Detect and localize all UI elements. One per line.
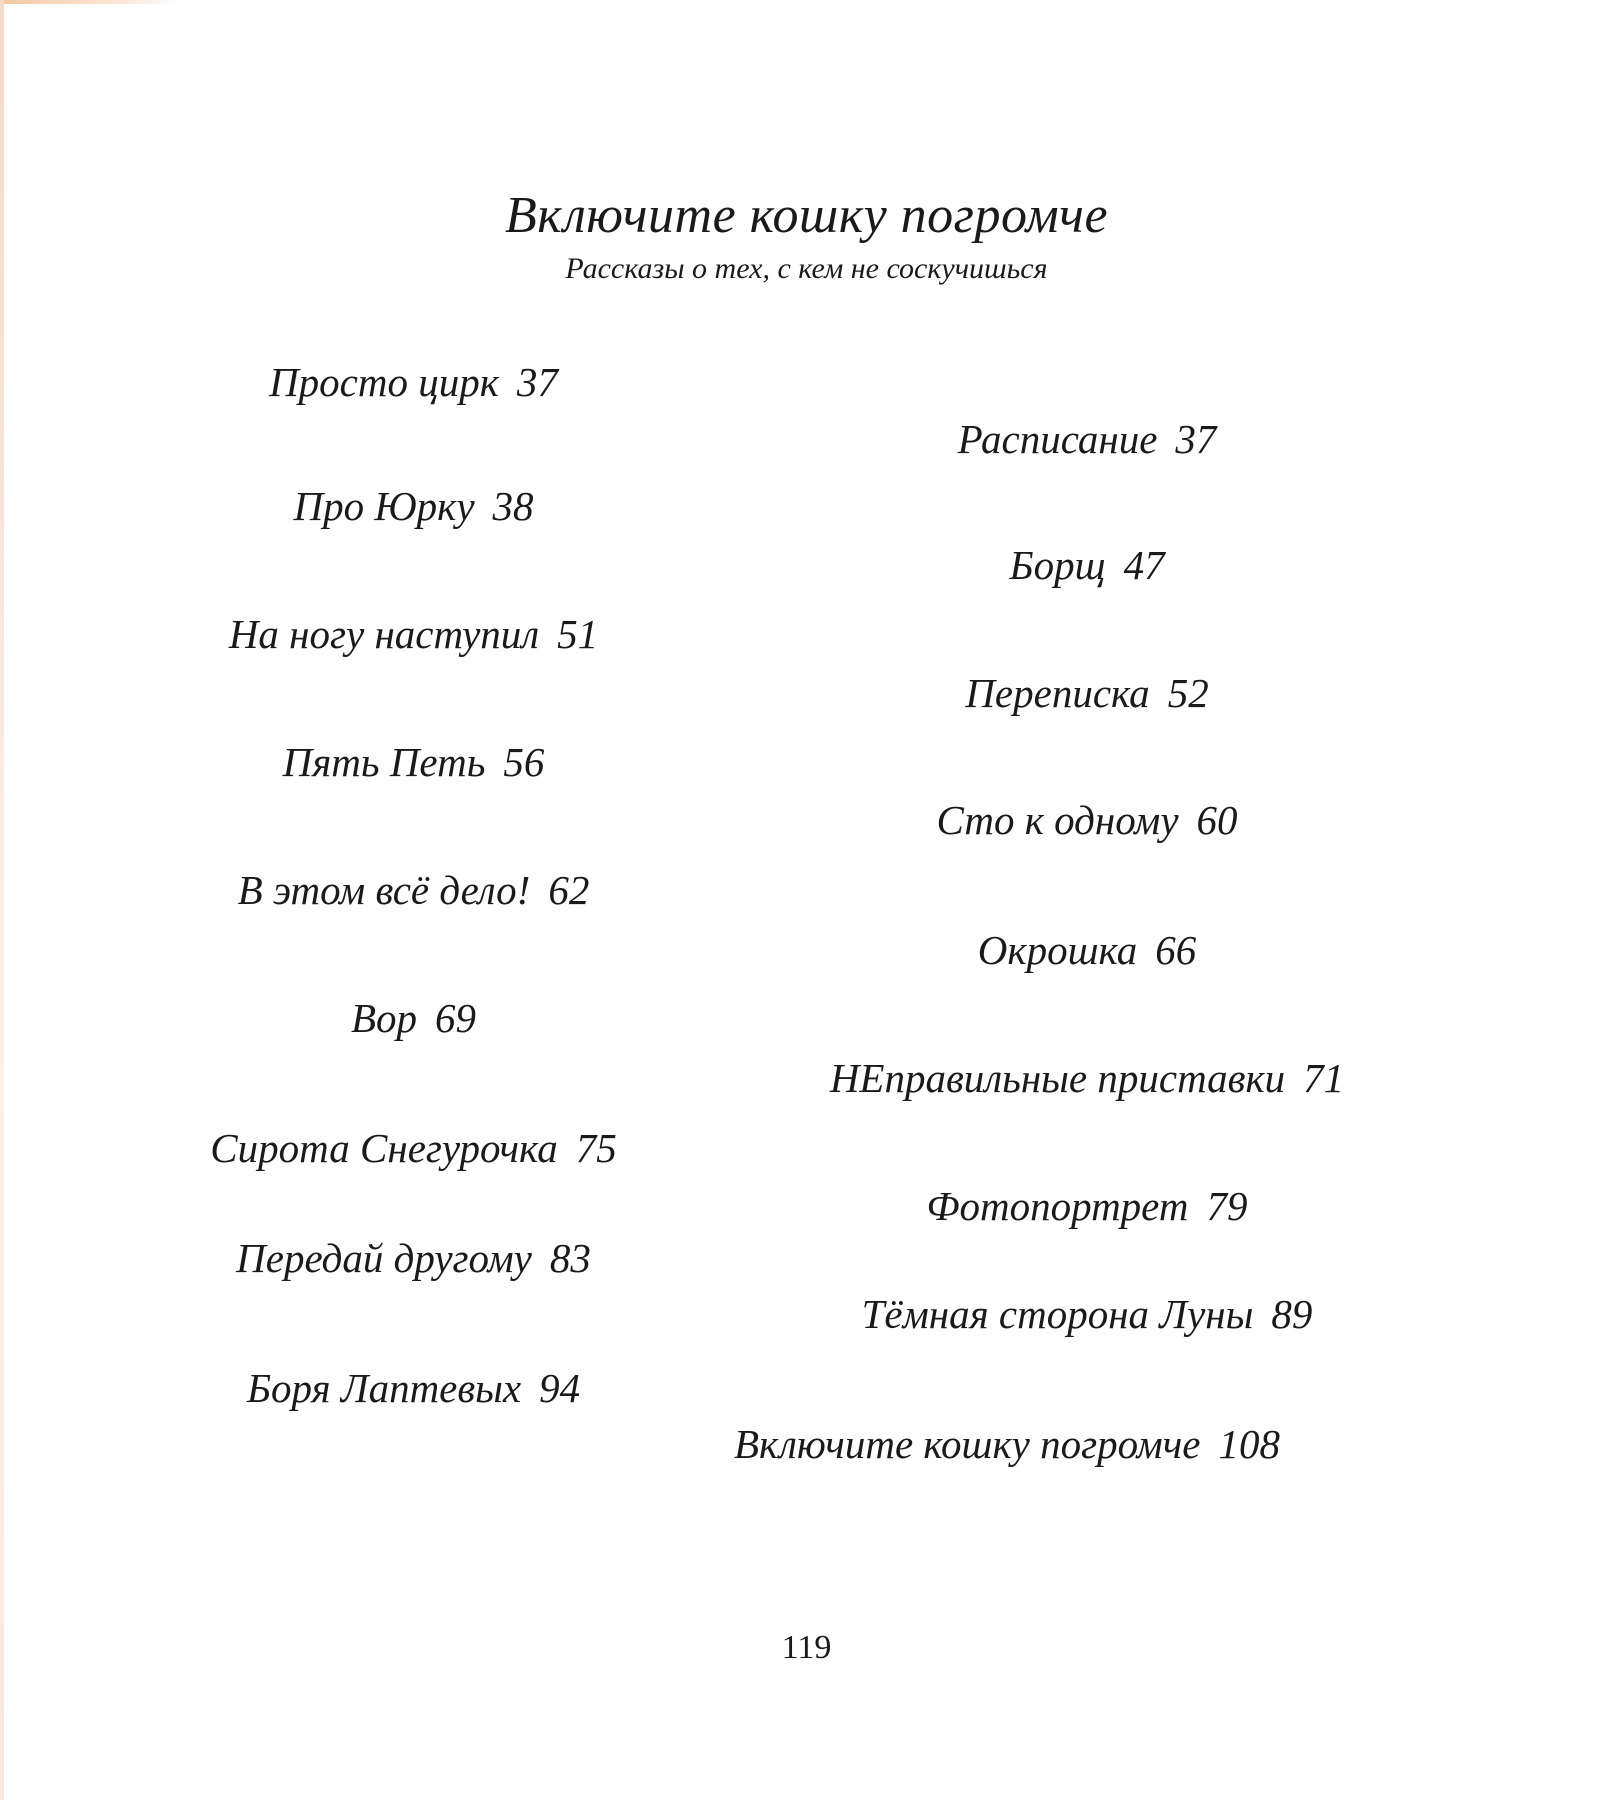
book-title: Включите кошку погромче: [504, 187, 1109, 244]
toc-entry-page: 108: [1218, 1421, 1280, 1467]
toc-entry-title: Сирота Снегурочка: [210, 1125, 558, 1171]
toc-entry-title: Боря Лаптевых: [246, 1365, 522, 1411]
page-number: 119: [781, 1629, 832, 1666]
toc-entry-page: 75: [575, 1125, 617, 1171]
toc-entry-title: Расписание: [957, 416, 1158, 462]
toc-entry[interactable]: [0, 359, 827, 405]
toc-entry-title: Передай другому: [236, 1235, 532, 1281]
toc-entry-title: Сто к одному: [936, 797, 1179, 843]
toc-entry[interactable]: [0, 739, 827, 785]
toc-entry-page: 66: [1155, 927, 1197, 973]
toc-entry-title: Борщ: [1009, 542, 1106, 588]
toc-entry-title: Пять Петь: [282, 739, 486, 785]
toc-entry[interactable]: [0, 483, 827, 529]
toc-entry[interactable]: [727, 1183, 1447, 1229]
toc-entry-page: 62: [548, 867, 590, 913]
toc-entry-title: Про Юрку: [293, 483, 475, 529]
toc-entry-page: 37: [1175, 416, 1217, 462]
toc-entry-page: 51: [557, 611, 599, 657]
toc-entry[interactable]: [727, 1055, 1447, 1101]
toc-entry[interactable]: [0, 1365, 827, 1411]
toc-entry-page: 56: [503, 739, 545, 785]
toc-entry-title: Фотопортрет: [926, 1183, 1189, 1229]
toc-entry-page: 60: [1196, 797, 1238, 843]
toc-entry-title: Включите кошку погромче: [734, 1421, 1201, 1467]
toc-entry-title: НЕправильные приставки: [829, 1055, 1286, 1101]
toc-entry[interactable]: [0, 1235, 827, 1281]
toc-entry-page: 71: [1303, 1055, 1345, 1101]
toc-entry-title: Тёмная сторона Луны: [861, 1291, 1254, 1337]
toc-entry-page: 94: [539, 1365, 581, 1411]
toc-entry[interactable]: [727, 1291, 1447, 1337]
toc-entry[interactable]: [727, 670, 1447, 716]
toc-entry[interactable]: [727, 542, 1447, 588]
page-edge-shadow-top: [0, 0, 180, 4]
toc-entry-page: 89: [1271, 1291, 1313, 1337]
toc-entry-title: Окрошка: [977, 927, 1138, 973]
toc-entry-page: 52: [1167, 670, 1209, 716]
toc-entry-page: 37: [516, 359, 558, 405]
toc-entry-title: Просто цирк: [269, 359, 499, 405]
book-subtitle: Рассказы о тех, с кем не соскучишься: [565, 252, 1048, 285]
toc-entry[interactable]: [0, 867, 827, 913]
toc-entry-page: 83: [549, 1235, 591, 1281]
toc-entry-title: В этом всё дело!: [237, 867, 531, 913]
toc-entry-title: На ногу наступил: [228, 611, 540, 657]
toc-entry[interactable]: [647, 1421, 1367, 1467]
toc-entry-title: Вор: [350, 995, 418, 1041]
toc-entry-title: Переписка: [965, 670, 1150, 716]
toc-entry-page: 79: [1206, 1183, 1248, 1229]
toc-entry[interactable]: [0, 1125, 827, 1171]
toc-entry-page: 69: [435, 995, 477, 1041]
toc-entry[interactable]: [727, 927, 1447, 973]
toc-entry[interactable]: [0, 611, 827, 657]
toc-entry-page: 47: [1123, 542, 1165, 588]
toc-entry-page: 38: [492, 483, 534, 529]
toc-entry[interactable]: [727, 416, 1447, 462]
toc-entry[interactable]: [727, 797, 1447, 843]
toc-entry[interactable]: [0, 995, 827, 1041]
